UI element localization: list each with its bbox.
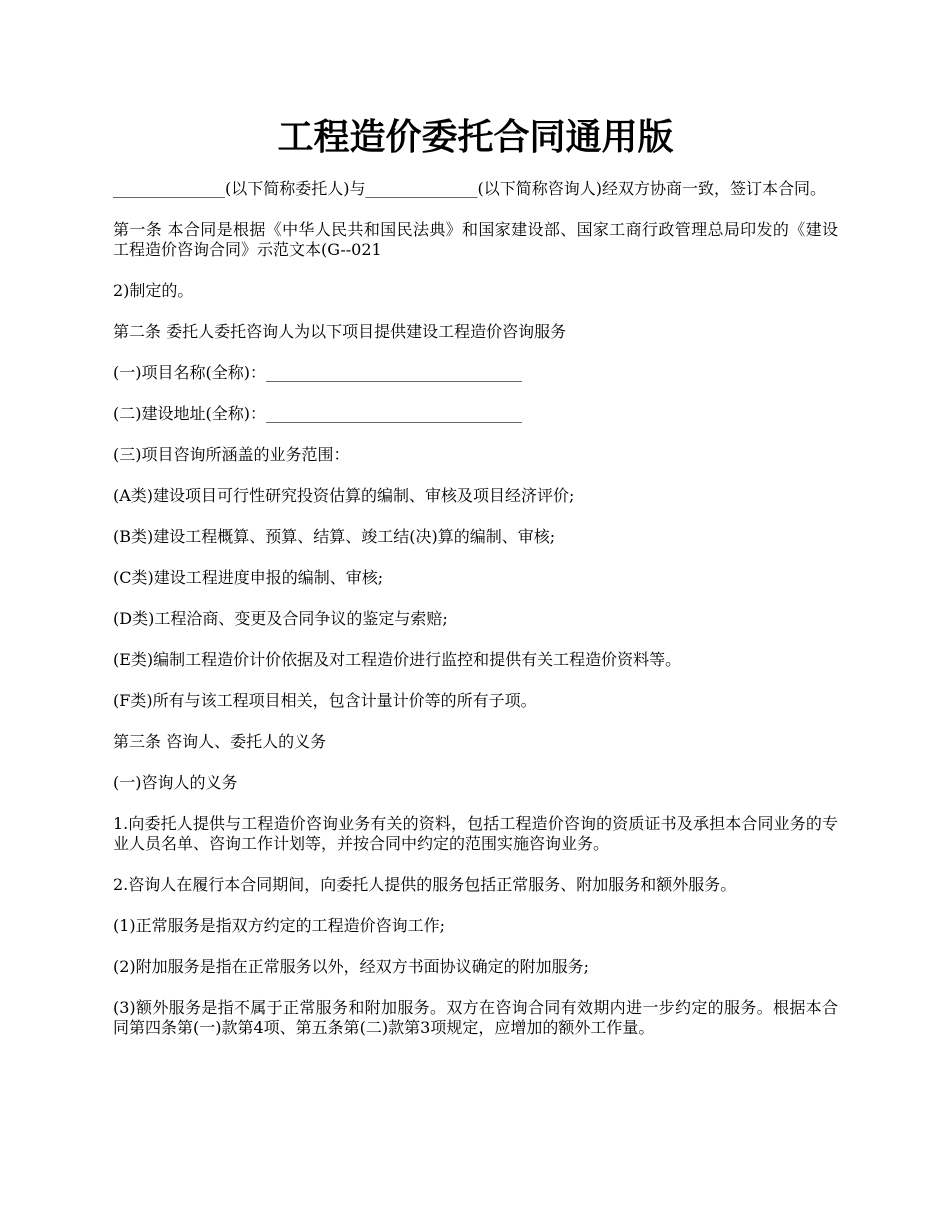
paragraph-scope-b: (B类)建设工程概算、预算、结算、竣工结(决)算的编制、审核; — [113, 527, 556, 546]
paragraph-article-2: 第二条 委托人委托咨询人为以下项目提供建设工程造价咨询服务 — [113, 322, 567, 341]
paragraph-scope-d: (D类)工程洽商、变更及合同争议的鉴定与索赔; — [113, 609, 448, 628]
paragraph-service-1: (1)正常服务是指双方约定的工程造价咨询工作; — [113, 916, 446, 935]
document-title: 工程造价委托合同通用版 — [277, 116, 674, 158]
paragraph-scope-c: (C类)建设工程进度申报的编制、审核; — [113, 568, 384, 587]
paragraph-article-1: 第一条 本合同是根据《中华人民共和国民法典》和国家建设部、国家工商行政管理总局印发的《建设工程造价咨询合同》示范文本(G--021 — [113, 220, 838, 259]
paragraph-service-3: (3)额外服务是指不属于正常服务和附加服务。双方在咨询合同有效期内进一步约定的服务。根据本合同第四条第(一)款第4项、第五条第(二)款第3项规定，应增加的额外工作量。 — [113, 998, 838, 1037]
paragraph-project-name: (一)项目名称(全称)：________________________________ — [113, 363, 522, 382]
paragraph-project-address: (二)建设地址(全称)：________________________________ — [113, 404, 522, 423]
paragraph-scope-f: (F类)所有与该工程项目相关，包含计量计价等的所有子项。 — [113, 691, 537, 710]
paragraph-duty-1: 1.向委托人提供与工程造价咨询业务有关的资料，包括工程造价咨询的资质证书及承担本合同业务的专业人员名单、咨询工作计划等，并按合同中约定的范围实施咨询业务。 — [113, 814, 838, 853]
paragraph-scope-a: (A类)建设项目可行性研究投资估算的编制、审核及项目经济评价; — [113, 486, 575, 505]
paragraph-article-1-cont: 2)制定的。 — [113, 281, 194, 300]
paragraph-scope-e: (E类)编制工程造价计价依据及对工程造价进行监控和提供有关工程造价资料等。 — [113, 650, 682, 669]
paragraph-service-2: (2)附加服务是指在正常服务以外，经双方书面协议确定的附加服务; — [113, 957, 590, 976]
paragraph-scope-heading: (三)项目咨询所涵盖的业务范围： — [113, 445, 350, 464]
document-page — [113, 0, 838, 1038]
paragraph-preamble: ______________(以下简称委托人)与______________(以下简称咨询人)经双方协商一致，签订本合同。 — [113, 179, 826, 198]
paragraph-consultant-duties: (一)咨询人的义务 — [113, 773, 238, 792]
paragraph-article-3: 第三条 咨询人、委托人的义务 — [113, 732, 327, 751]
paragraph-duty-2: 2.咨询人在履行本合同期间，向委托人提供的服务包括正常服务、附加服务和额外服务。 — [113, 875, 737, 894]
